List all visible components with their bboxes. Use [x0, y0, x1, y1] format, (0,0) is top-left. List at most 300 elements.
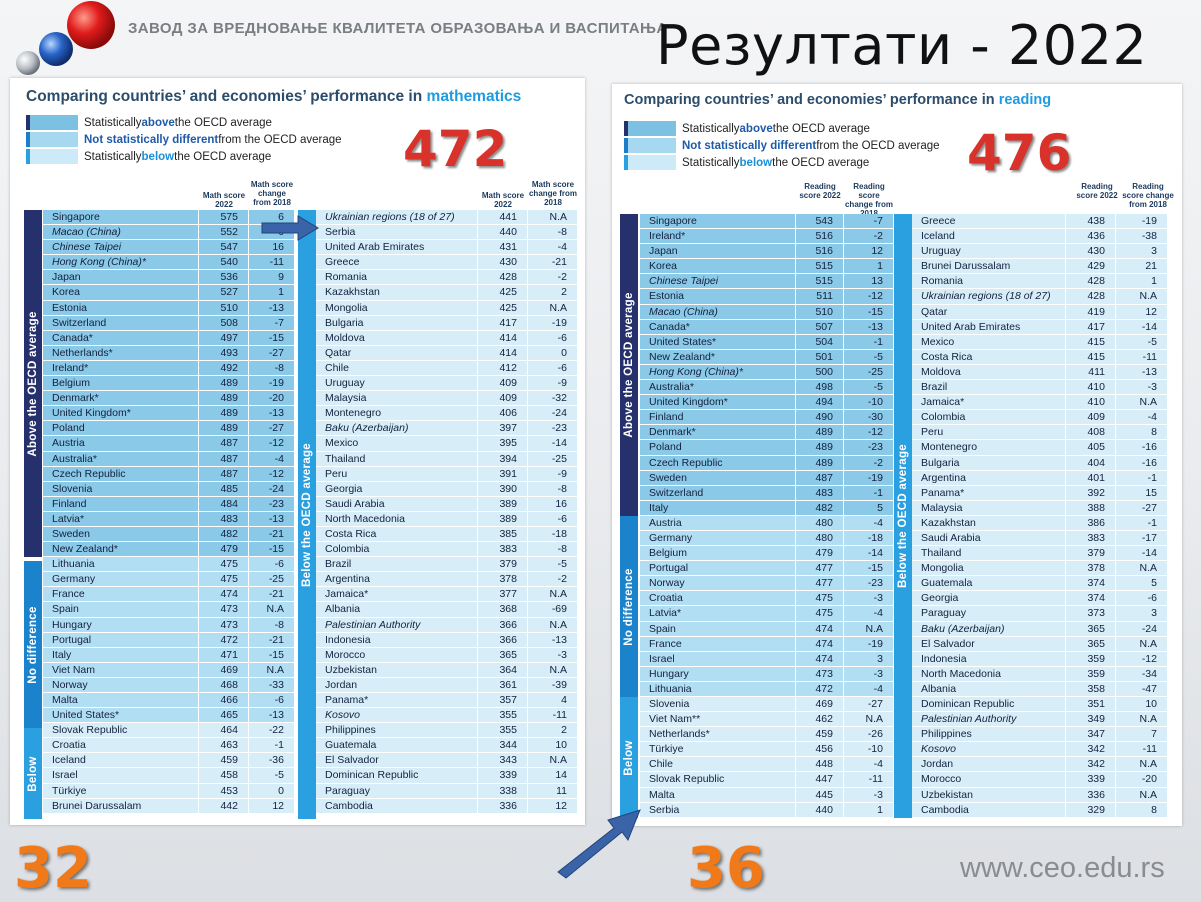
table-row: [640, 244, 894, 259]
change-value: -27: [1116, 501, 1168, 515]
country-name: New Zealand*: [43, 542, 199, 556]
change-value: -23: [844, 440, 894, 454]
change-value: -12: [1116, 652, 1168, 666]
score-value: 489: [199, 421, 249, 435]
table-row: [43, 452, 295, 467]
change-value: -23: [528, 421, 578, 435]
table-row: [912, 712, 1168, 727]
score-value: 386: [1066, 516, 1116, 530]
country-name: Qatar: [316, 346, 478, 360]
change-value: 12: [844, 244, 894, 258]
country-name: Estonia: [43, 301, 199, 315]
change-value: N.A: [528, 210, 578, 224]
country-name: United Kingdom*: [43, 406, 199, 420]
score-value: 473: [796, 667, 844, 681]
change-value: N.A: [1116, 757, 1168, 771]
country-name: United States*: [640, 335, 796, 349]
score-value: 469: [796, 697, 844, 711]
change-value: -34: [1116, 667, 1168, 681]
country-name: Canada*: [640, 320, 796, 334]
change-value: -21: [528, 255, 578, 269]
change-value: -16: [1116, 456, 1168, 470]
score-value: 507: [796, 320, 844, 334]
table-row: [912, 622, 1168, 637]
score-value: 438: [1066, 214, 1116, 228]
score-value: 395: [478, 436, 528, 450]
table-row: [912, 380, 1168, 395]
table-row: [316, 210, 578, 225]
table-row: [912, 274, 1168, 289]
table-row: [912, 606, 1168, 621]
country-name: Macao (China): [43, 225, 199, 239]
change-value: 13: [844, 274, 894, 288]
change-value: -19: [1116, 214, 1168, 228]
website-url[interactable]: www.ceo.edu.rs: [960, 852, 1165, 884]
score-value: 391: [478, 467, 528, 481]
legend-above: Statistically above the OECD average: [624, 120, 940, 137]
change-value: -38: [1116, 229, 1168, 243]
score-value: 368: [478, 602, 528, 616]
table-row: [316, 512, 578, 527]
change-value: N.A: [249, 663, 295, 677]
table-row: [43, 436, 295, 451]
change-value: -7: [844, 214, 894, 228]
table-row: [316, 406, 578, 421]
score-value: 508: [199, 316, 249, 330]
table-row: [43, 618, 295, 633]
change-value: 1: [249, 285, 295, 299]
table-row: [640, 501, 894, 516]
change-value: -27: [249, 346, 295, 360]
change-value: -17: [1116, 531, 1168, 545]
change-value: 0: [528, 346, 578, 360]
change-value: -3: [528, 648, 578, 662]
table-row: [640, 320, 894, 335]
country-name: North Macedonia: [912, 667, 1066, 681]
table-row: [912, 682, 1168, 697]
score-value: 510: [796, 305, 844, 319]
country-name: Slovenia: [43, 482, 199, 496]
table-row: [43, 301, 295, 316]
score-value: 474: [796, 622, 844, 636]
country-name: United States*: [43, 708, 199, 722]
change-value: -18: [528, 527, 578, 541]
table-row: [43, 648, 295, 663]
change-value: -36: [249, 753, 295, 767]
country-name: Canada*: [43, 331, 199, 345]
change-value: N.A: [1116, 712, 1168, 726]
change-value: 2: [528, 285, 578, 299]
table-row: [43, 784, 295, 799]
change-value: -4: [844, 682, 894, 696]
reading-right-hdr-score: Reading score 2022: [1076, 182, 1118, 200]
score-value: 453: [199, 784, 249, 798]
country-name: United Arab Emirates: [912, 320, 1066, 334]
country-name: Greece: [912, 214, 1066, 228]
score-value: 504: [796, 335, 844, 349]
table-row: [316, 618, 578, 633]
country-name: Lithuania: [640, 682, 796, 696]
table-row: [912, 561, 1168, 576]
country-name: France: [43, 587, 199, 601]
score-value: 497: [199, 331, 249, 345]
score-value: 458: [199, 768, 249, 782]
country-name: Ukrainian regions (18 of 27): [912, 289, 1066, 303]
institute-name: ЗАВОД ЗА ВРЕДНОВАЊЕ КВАЛИТЕТА ОБРАЗОВАЊА И ВАСПИТАЊА: [128, 20, 668, 37]
country-name: Malaysia: [912, 501, 1066, 515]
change-value: -15: [844, 305, 894, 319]
country-name: Palestinian Authority: [316, 618, 478, 632]
score-value: 442: [199, 799, 249, 813]
table-row: [43, 527, 295, 542]
country-name: Qatar: [912, 305, 1066, 319]
math-table-left: [43, 210, 295, 814]
score-value: 515: [796, 259, 844, 273]
table-row: [43, 708, 295, 723]
score-value: 484: [199, 497, 249, 511]
math-right-hdr-change: Math score change from 2018: [528, 180, 577, 207]
page-number-left: 32: [14, 836, 92, 901]
country-name: Bulgaria: [912, 456, 1066, 470]
change-value: -23: [249, 497, 295, 511]
score-value: 366: [478, 633, 528, 647]
country-name: Bulgaria: [316, 316, 478, 330]
math-section-nodiff: No difference: [24, 561, 42, 728]
country-name: France: [640, 637, 796, 651]
table-row: [43, 572, 295, 587]
score-value: 468: [199, 678, 249, 692]
change-value: -9: [528, 376, 578, 390]
table-row: [316, 361, 578, 376]
country-name: Georgia: [912, 591, 1066, 605]
table-row: [912, 757, 1168, 772]
country-name: Korea: [43, 285, 199, 299]
table-row: [43, 225, 295, 240]
table-row: [316, 648, 578, 663]
change-value: -1: [1116, 471, 1168, 485]
country-name: Chinese Taipei: [43, 240, 199, 254]
score-value: 336: [1066, 788, 1116, 802]
math-comparison-card: [10, 78, 585, 825]
change-value: -4: [528, 240, 578, 254]
table-row: [640, 652, 894, 667]
country-name: Montenegro: [316, 406, 478, 420]
change-value: -4: [844, 516, 894, 530]
score-value: 479: [796, 546, 844, 560]
change-value: -19: [844, 471, 894, 485]
country-name: Israel: [43, 768, 199, 782]
change-value: -18: [844, 531, 894, 545]
change-value: N.A: [249, 602, 295, 616]
country-name: North Macedonia: [316, 512, 478, 526]
country-name: Philippines: [316, 723, 478, 737]
reading-table-left: [640, 214, 894, 818]
change-value: 4: [528, 693, 578, 707]
score-value: 428: [1066, 274, 1116, 288]
score-value: 401: [1066, 471, 1116, 485]
country-name: Georgia: [316, 482, 478, 496]
score-value: 342: [1066, 742, 1116, 756]
change-value: -24: [1116, 622, 1168, 636]
table-row: [43, 602, 295, 617]
change-value: -12: [844, 425, 894, 439]
math-section-below: Below: [24, 728, 42, 819]
math-table-right: [316, 210, 578, 814]
change-value: -13: [249, 406, 295, 420]
change-value: -2: [844, 456, 894, 470]
change-value: -19: [249, 376, 295, 390]
country-name: Poland: [640, 440, 796, 454]
country-name: Malta: [640, 788, 796, 802]
table-row: [43, 467, 295, 482]
score-value: 409: [478, 391, 528, 405]
table-row: [640, 380, 894, 395]
change-value: -8: [528, 482, 578, 496]
country-name: Mongolia: [912, 561, 1066, 575]
score-value: 474: [199, 587, 249, 601]
table-row: [316, 527, 578, 542]
country-name: Dominican Republic: [316, 768, 478, 782]
country-name: Australia*: [640, 380, 796, 394]
country-name: Mexico: [316, 436, 478, 450]
change-value: -12: [249, 436, 295, 450]
score-value: 365: [478, 648, 528, 662]
change-value: -32: [528, 391, 578, 405]
table-row: [640, 727, 894, 742]
score-value: 547: [199, 240, 249, 254]
change-value: 1: [844, 803, 894, 817]
score-value: 374: [1066, 591, 1116, 605]
country-name: Costa Rica: [912, 350, 1066, 364]
math-left-hdr-change: Math score change from 2018: [250, 180, 294, 207]
change-value: N.A: [1116, 788, 1168, 802]
score-value: 552: [199, 225, 249, 239]
score-value: 516: [796, 229, 844, 243]
score-value: 483: [199, 512, 249, 526]
country-name: New Zealand*: [640, 350, 796, 364]
score-value: 459: [796, 727, 844, 741]
change-value: -3: [844, 667, 894, 681]
table-row: [316, 270, 578, 285]
country-name: Portugal: [640, 561, 796, 575]
score-value: 347: [1066, 727, 1116, 741]
country-name: Baku (Azerbaijan): [912, 622, 1066, 636]
country-name: Hong Kong (China)*: [43, 255, 199, 269]
score-value: 404: [1066, 456, 1116, 470]
table-row: [43, 376, 295, 391]
country-name: Serbia: [640, 803, 796, 817]
score-value: 389: [478, 497, 528, 511]
math-section-above: Above the OECD average: [24, 210, 42, 557]
change-value: -4: [844, 757, 894, 771]
country-name: Spain: [43, 602, 199, 616]
change-value: 0: [249, 784, 295, 798]
country-name: Morocco: [316, 648, 478, 662]
score-value: 474: [796, 652, 844, 666]
change-value: -5: [528, 557, 578, 571]
change-value: -14: [528, 436, 578, 450]
change-value: 6: [249, 210, 295, 224]
score-value: 383: [478, 542, 528, 556]
country-name: Estonia: [640, 289, 796, 303]
legend-nodiff: Not statistically different from the OECD average: [26, 131, 342, 148]
score-value: 489: [199, 391, 249, 405]
country-name: Kosovo: [316, 708, 478, 722]
change-value: 5: [844, 501, 894, 515]
table-row: [316, 436, 578, 451]
change-value: -13: [249, 512, 295, 526]
country-name: Peru: [316, 467, 478, 481]
change-value: -8: [249, 618, 295, 632]
table-row: [316, 678, 578, 693]
table-row: [316, 421, 578, 436]
country-name: Dominican Republic: [912, 697, 1066, 711]
change-value: N.A: [528, 618, 578, 632]
country-name: Jordan: [912, 757, 1066, 771]
change-value: -11: [1116, 350, 1168, 364]
table-row: [43, 497, 295, 512]
change-value: 9: [249, 270, 295, 284]
table-row: [912, 320, 1168, 335]
country-name: Uzbekistan: [912, 788, 1066, 802]
change-value: -30: [844, 410, 894, 424]
table-row: [316, 708, 578, 723]
score-value: 493: [199, 346, 249, 360]
score-value: 412: [478, 361, 528, 375]
change-value: 12: [528, 799, 578, 813]
table-row: [316, 557, 578, 572]
country-name: Paraguay: [912, 606, 1066, 620]
score-value: 366: [478, 618, 528, 632]
change-value: -8: [528, 225, 578, 239]
table-row: [912, 803, 1168, 818]
score-value: 365: [1066, 622, 1116, 636]
table-row: [912, 259, 1168, 274]
score-value: 394: [478, 452, 528, 466]
score-value: 448: [796, 757, 844, 771]
score-value: 342: [1066, 757, 1116, 771]
change-value: -2: [528, 270, 578, 284]
change-value: -5: [844, 350, 894, 364]
change-value: 3: [1116, 244, 1168, 258]
table-row: [640, 486, 894, 501]
reading-comparison-card: [612, 84, 1182, 826]
change-value: N.A: [844, 712, 894, 726]
score-value: 408: [1066, 425, 1116, 439]
table-row: [43, 663, 295, 678]
score-value: 475: [796, 591, 844, 605]
country-name: Uzbekistan: [316, 663, 478, 677]
country-name: Czech Republic: [640, 456, 796, 470]
change-value: -14: [844, 546, 894, 560]
score-value: 397: [478, 421, 528, 435]
score-value: 365: [1066, 637, 1116, 651]
country-name: Brunei Darussalam: [43, 799, 199, 813]
change-value: -27: [249, 421, 295, 435]
score-value: 355: [478, 708, 528, 722]
table-row: [640, 546, 894, 561]
table-row: [912, 652, 1168, 667]
score-value: 540: [199, 255, 249, 269]
table-row: [316, 633, 578, 648]
change-value: -21: [249, 527, 295, 541]
score-value: 359: [1066, 667, 1116, 681]
country-name: Jamaica*: [316, 587, 478, 601]
score-value: 472: [796, 682, 844, 696]
change-value: 16: [249, 240, 295, 254]
change-value: 11: [528, 784, 578, 798]
change-value: -13: [844, 320, 894, 334]
country-name: Japan: [43, 270, 199, 284]
change-value: -1: [844, 335, 894, 349]
country-name: Montenegro: [912, 440, 1066, 454]
change-value: -11: [528, 708, 578, 722]
table-row: [640, 456, 894, 471]
change-value: -4: [249, 452, 295, 466]
score-value: 415: [1066, 350, 1116, 364]
table-row: [43, 738, 295, 753]
table-row: [43, 285, 295, 300]
country-name: Malaysia: [316, 391, 478, 405]
score-value: 429: [1066, 259, 1116, 273]
score-value: 489: [796, 425, 844, 439]
country-name: Saudi Arabia: [912, 531, 1066, 545]
score-value: 405: [1066, 440, 1116, 454]
change-value: 7: [1116, 727, 1168, 741]
score-value: 414: [478, 346, 528, 360]
score-value: 515: [796, 274, 844, 288]
country-name: Singapore: [640, 214, 796, 228]
table-row: [912, 501, 1168, 516]
country-name: Sweden: [640, 471, 796, 485]
score-value: 379: [1066, 546, 1116, 560]
score-value: 373: [1066, 606, 1116, 620]
score-value: 417: [478, 316, 528, 330]
score-value: 409: [1066, 410, 1116, 424]
score-value: 447: [796, 772, 844, 786]
score-value: 482: [796, 501, 844, 515]
country-name: Guatemala: [316, 738, 478, 752]
change-value: 8: [1116, 803, 1168, 817]
change-value: -23: [844, 576, 894, 590]
country-name: Iceland: [43, 753, 199, 767]
page-number-right: 36: [687, 836, 765, 901]
reading-legend: [624, 120, 940, 171]
table-row: [316, 316, 578, 331]
score-value: 431: [478, 240, 528, 254]
country-name: Uruguay: [912, 244, 1066, 258]
country-name: Lithuania: [43, 557, 199, 571]
change-value: -15: [249, 542, 295, 556]
change-value: N.A: [1116, 637, 1168, 651]
table-row: [640, 757, 894, 772]
score-value: 389: [478, 512, 528, 526]
change-value: 12: [1116, 305, 1168, 319]
table-row: [316, 768, 578, 783]
table-row: [316, 285, 578, 300]
score-value: 487: [199, 452, 249, 466]
serbia-math-score: 472: [403, 120, 508, 178]
table-row: [640, 742, 894, 757]
table-row: [43, 799, 295, 814]
table-row: [640, 622, 894, 637]
score-value: 440: [478, 225, 528, 239]
score-value: 359: [1066, 652, 1116, 666]
country-name: Jordan: [316, 678, 478, 692]
change-value: -10: [844, 395, 894, 409]
country-name: Brunei Darussalam: [912, 259, 1066, 273]
country-name: Mexico: [912, 335, 1066, 349]
